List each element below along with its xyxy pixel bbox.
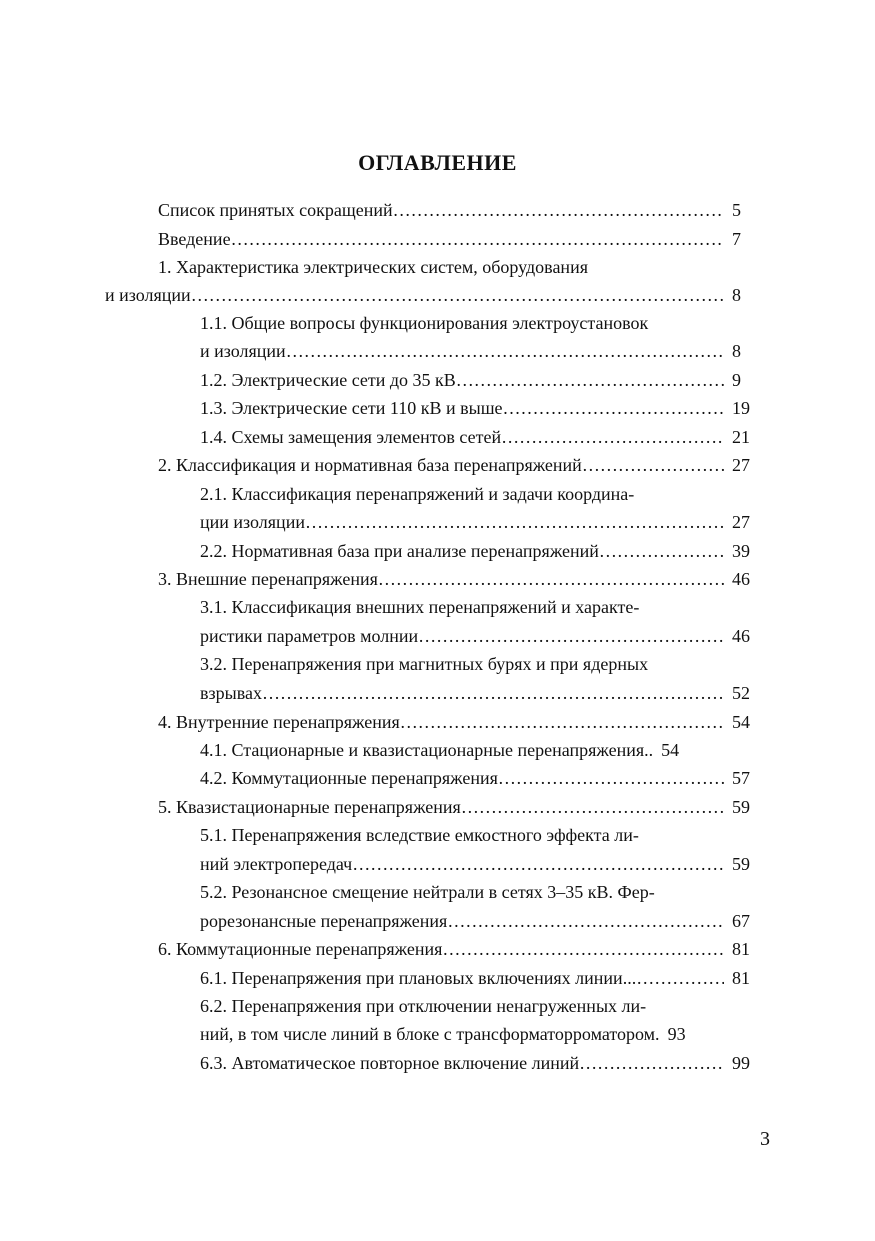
toc-entry-title: ристики параметров молнии [200,626,419,646]
toc-entry-continuation[interactable] [105,281,741,309]
toc-subentry[interactable] [200,423,750,451]
toc-entry-title: рорезонансные перенапряжения [200,911,448,931]
toc-entry-page: 81 [732,968,750,988]
toc-entry-title: 1.2. Электрические сети до 35 кВ [200,370,456,390]
toc-subentry-continuation[interactable] [200,850,750,878]
toc-subentry-continuation[interactable] [200,1020,750,1048]
page-title: ОГЛАВЛЕНИЕ [358,150,517,175]
toc-entry-title: 6.3. Автоматическое повторное включение линий [200,1053,580,1073]
toc-entry-title: 1.4. Схемы замещения элементов сетей [200,427,502,447]
toc-subentry-continuation[interactable] [200,907,750,935]
toc-subentry[interactable] [200,821,639,849]
toc-entry-title: и изоляции [200,341,286,361]
leader-dots [582,451,724,479]
toc-subentry[interactable] [200,537,750,565]
leader-dots [400,708,724,736]
toc-subentry-continuation[interactable] [200,679,750,707]
leader-dots [599,537,724,565]
toc-entry-page: 46 [732,569,750,589]
toc-subentry[interactable] [200,309,648,337]
toc-entry-page: 39 [732,541,750,561]
toc-entry-title: 1.1. Общие вопросы функционирования электроустановок [200,313,649,333]
leader-dots [442,935,724,963]
leader-dots [501,423,724,451]
leader-dots [456,366,724,394]
toc-subentry-continuation[interactable] [200,508,750,536]
toc-entry-title: 3.1. Классификация внешних перенапряжений и характе- [200,597,640,617]
leader-dots [498,764,724,792]
leader-dots [305,508,724,536]
toc-entry-page: 8 [732,285,741,305]
toc-entry-title: Введение [158,229,231,249]
toc-entry-title: 2.1. Классификация перенапряжений и задачи координа- [200,484,635,504]
toc-entry-page: 7 [732,229,741,249]
toc-entry-page: 81 [732,939,750,959]
toc-entry-title: 1. Характеристика электрических систем, оборудования [158,257,588,277]
toc-entry[interactable] [158,225,741,253]
toc-entry-title: Список принятых сокращений [158,200,393,220]
toc-entry[interactable] [158,935,750,963]
leader-dots [418,622,724,650]
toc-entry-page: 27 [732,455,750,475]
toc-entry[interactable] [158,253,588,281]
leader-dots [286,337,724,365]
toc-subentry-continuation[interactable] [200,622,750,650]
leader-dots [378,565,724,593]
toc-entry-title: ний электропередач [200,854,353,874]
toc-entry-title: 5.1. Перенапряжения вследствие емкостного эффекта ли- [200,825,639,845]
toc-subentry[interactable] [200,1049,750,1077]
toc-entry-title: ции изоляции [200,512,305,532]
toc-entry-page: 46 [732,626,750,646]
toc-entry-page: 19 [732,398,750,418]
toc-subentry-continuation[interactable] [200,337,741,365]
toc-entry-page: 21 [732,427,750,447]
leader-dots [636,964,724,992]
toc-entry[interactable] [158,451,750,479]
toc-entry-title: 6.2. Перенапряжения при отключении ненагруженных ли- [200,996,647,1016]
toc-subentry[interactable] [200,878,655,906]
leader-dots [262,679,724,707]
leader-dots [191,281,724,309]
leader-dots [352,850,724,878]
leader-dots [579,1049,724,1077]
toc-entry-title: 1.3. Электрические сети 110 кВ и выше [200,398,503,418]
leader-dots [503,394,724,422]
toc-entry-page: 99 [732,1053,750,1073]
toc-entry-page: 67 [732,911,750,931]
toc-entry[interactable] [158,708,750,736]
toc-entry-title: 3.2. Перенапряжения при магнитных бурях и при ядерных [200,654,649,674]
toc-entry-page: 54 [732,712,750,732]
toc-entry-title: 6. Коммутационные перенапряжения [158,939,443,959]
toc-subentry[interactable] [200,366,741,394]
toc-entry-page: 8 [732,341,741,361]
toc-entry-title: и изоляции [105,285,191,305]
toc-entry-title: 4. Внутренние перенапряжения [158,712,400,732]
toc-subentry[interactable] [200,764,750,792]
toc-subentry[interactable] [200,992,646,1020]
toc-entry[interactable] [158,793,750,821]
toc-entry-title: 3. Внешние перенапряжения [158,569,378,589]
leader-dots [393,196,724,224]
toc-entry-page: 93 [667,1024,686,1044]
toc-entry-title: 4.1. Стационарные и квазистационарные перенапряжения.. [200,740,654,760]
leader-dots [447,907,724,935]
toc-entry-page: 59 [732,797,750,817]
toc-entry-title: 5.2. Резонансное смещение нейтрали в сетях 3–35 кВ. Фер- [200,882,655,902]
page-number: 3 [760,1128,770,1150]
leader-dots [231,225,724,253]
toc-entry-page: 5 [732,200,741,220]
toc-entry-title: ний, в том числе линий в блоке с трансформаторроматором. [200,1024,660,1044]
toc-entry[interactable] [158,565,750,593]
toc-subentry[interactable] [200,394,750,422]
toc-entry-page: 27 [732,512,750,532]
toc-entry-page: 59 [732,854,750,874]
toc-subentry[interactable] [200,964,750,992]
toc-subentry[interactable] [200,650,648,678]
toc-subentry[interactable] [200,480,634,508]
toc-entry-page: 52 [732,683,750,703]
toc-entry-page: 54 [661,740,680,760]
toc-entry-page: 57 [732,768,750,788]
toc-entry-title: взрывах [200,683,262,703]
toc-entry-title: 5. Квазистационарные перенапряжения [158,797,461,817]
toc-entry-title: 2. Классификация и нормативная база перенапряжений [158,455,582,475]
leader-dots [461,793,724,821]
toc-entry-title: 6.1. Перенапряжения при плановых включениях линии... [200,968,637,988]
toc-subentry[interactable] [200,736,750,764]
toc-subentry[interactable] [200,593,639,621]
toc-entry-page: 9 [732,370,741,390]
toc-entry-title: 2.2. Нормативная база при анализе перенапряжений [200,541,599,561]
toc-entry[interactable] [158,196,741,224]
toc-entry-title: 4.2. Коммутационные перенапряжения [200,768,498,788]
